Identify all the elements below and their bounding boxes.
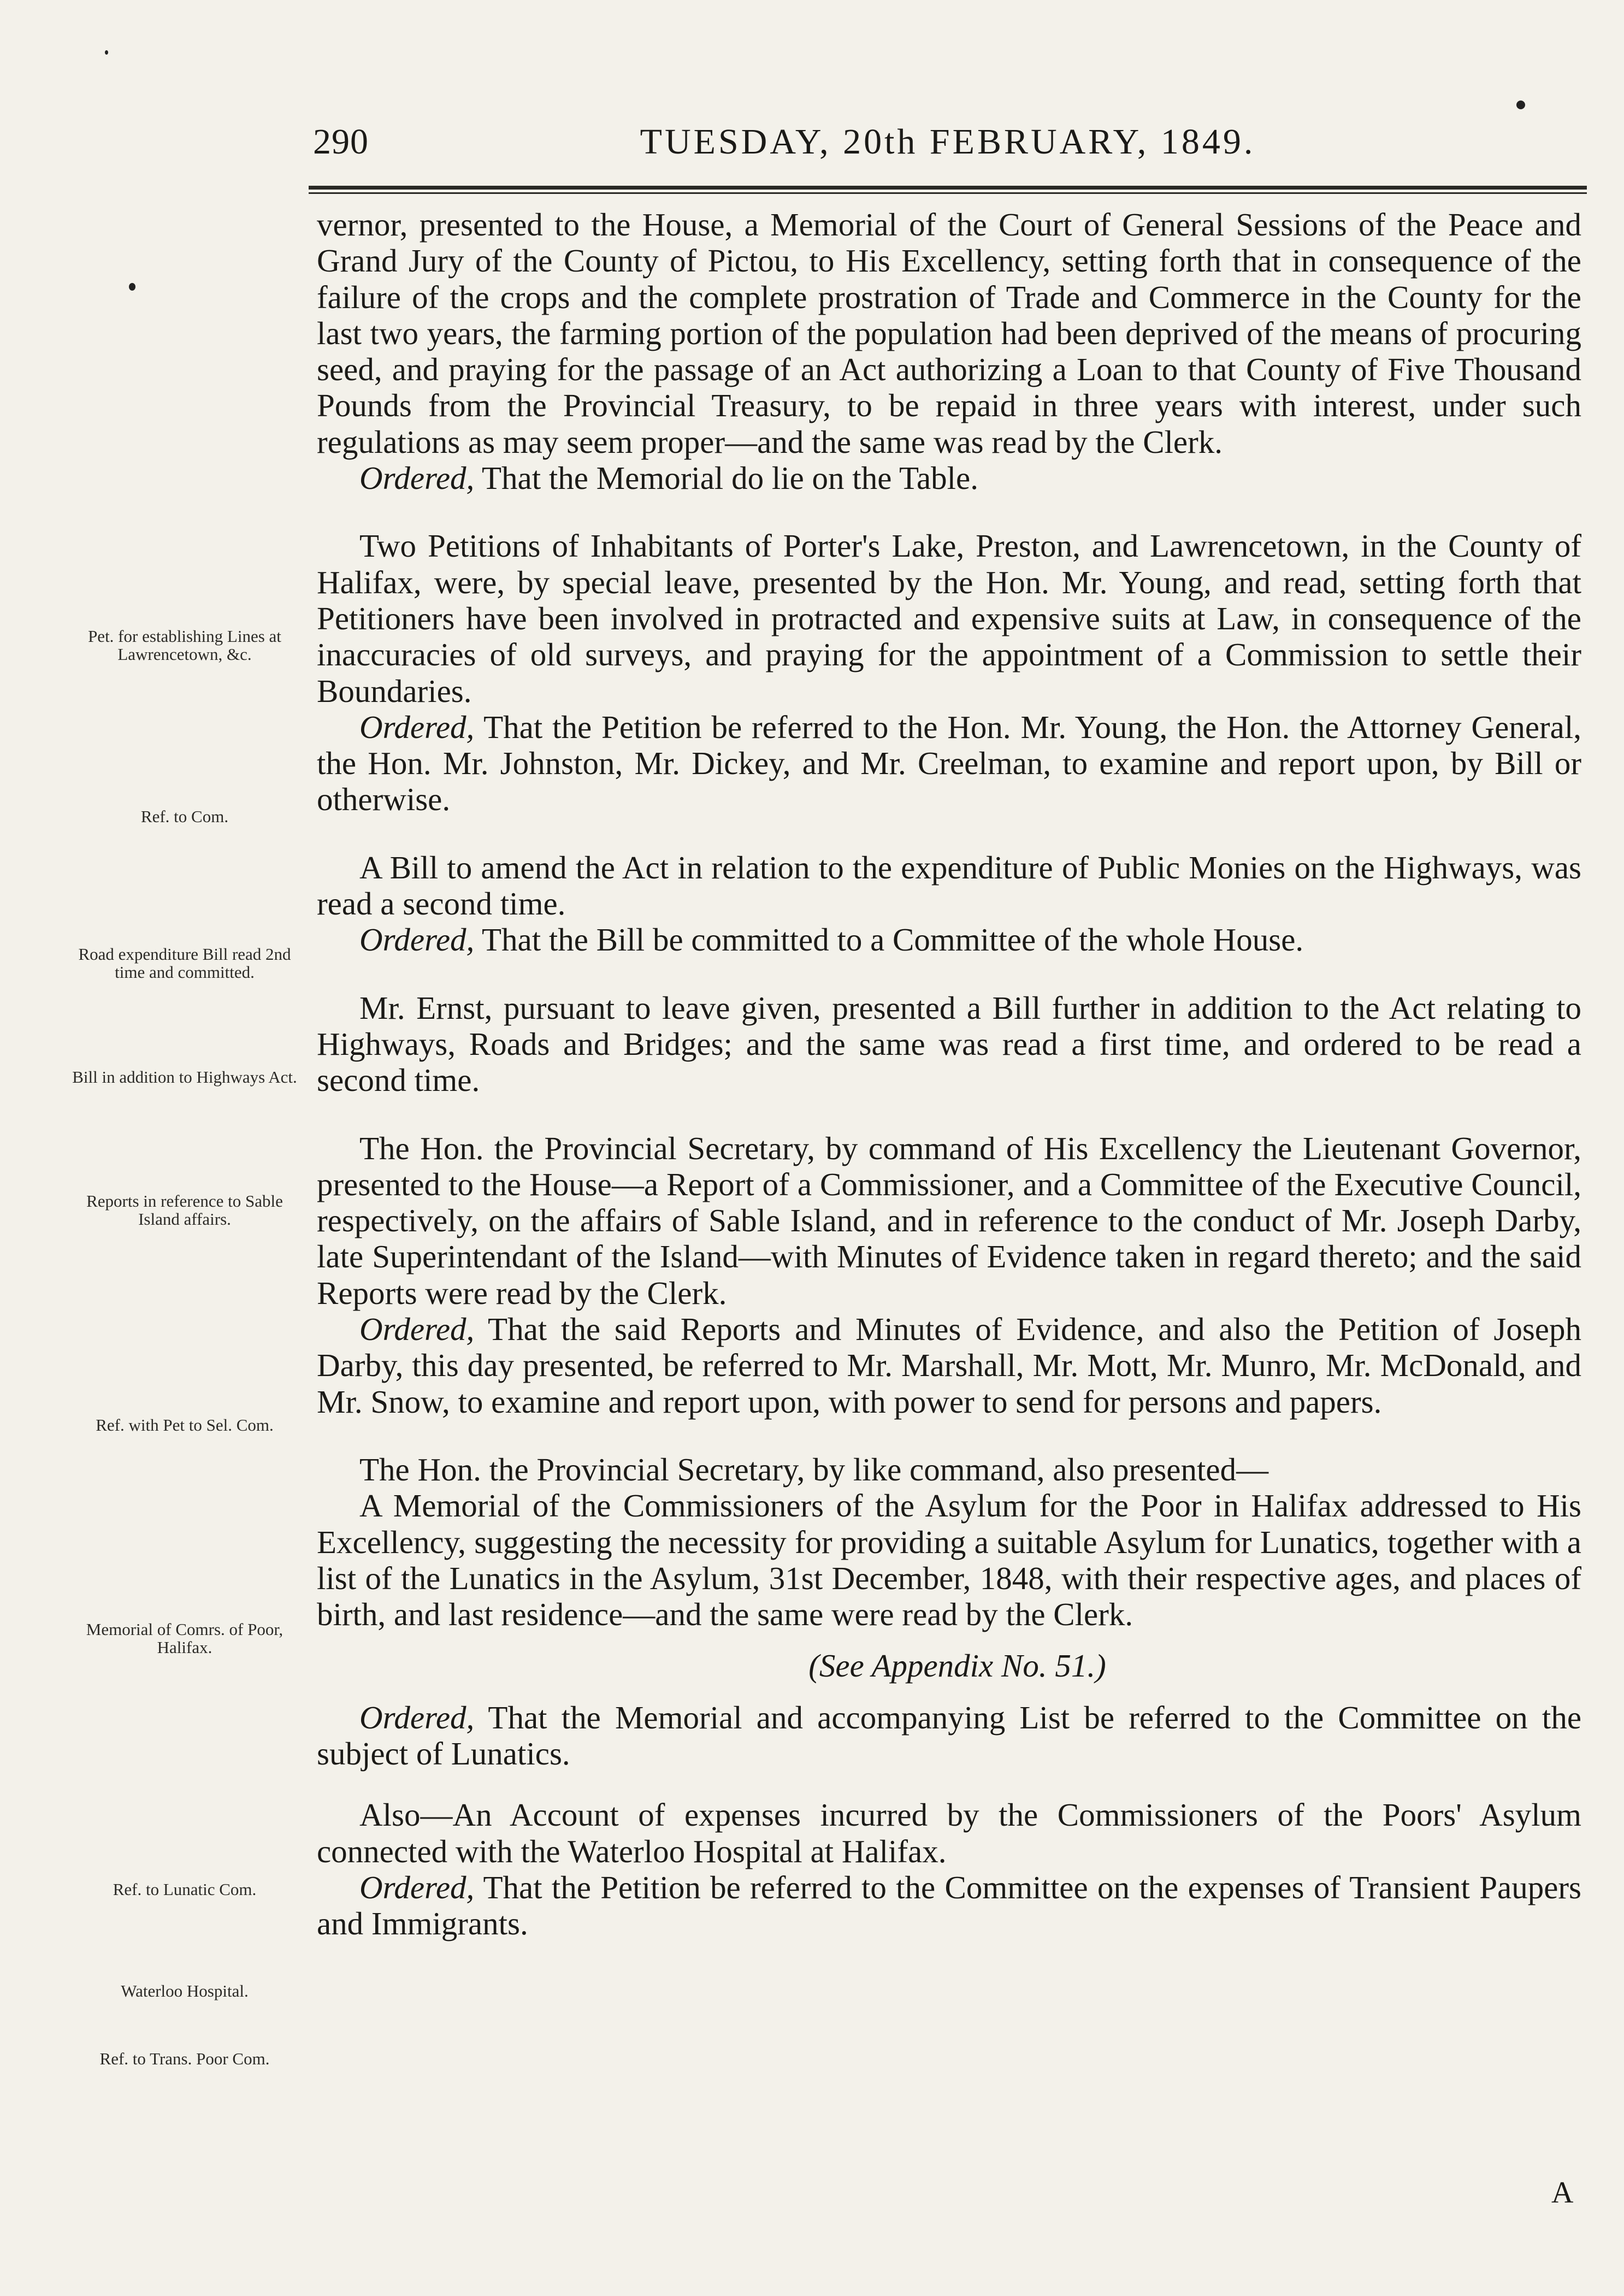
paragraph xyxy=(317,1130,1581,1311)
paragraph-text: The Hon. the Provincial Secretary, by like command, also presented— xyxy=(359,1451,1269,1488)
order-paragraph xyxy=(317,1869,1581,1942)
ordered-word: Ordered, xyxy=(359,1869,475,1905)
paragraph-text: A Bill to amend the Act in relation to the expenditure of Public Monies on the Highways, was read a second time. xyxy=(317,849,1581,922)
margin-note: Road expenditure Bill read 2nd time and committed. xyxy=(78,945,291,982)
journal-body xyxy=(317,206,1581,1941)
paragraph-text: Also—An Account of expenses incurred by the Commissioners of the Poors' Asylum connected with the Waterloo Hospital at Halifax. xyxy=(317,1797,1581,1869)
paragraph-text: That the said Reports and Minutes of Evidence, and also the Petition of Joseph Darby, this day presented, be referred to Mr. Marshall, Mr. Mott, Mr. Munro, Mr. McDonald, and Mr. Snow, to examine and report upon, with power to send for persons and papers. xyxy=(317,1311,1581,1420)
paragraph-text: That the Petition be referred to the Committee on the expenses of Transient Paupers and Immigrants. xyxy=(317,1869,1582,1942)
paragraph xyxy=(317,1488,1581,1632)
margin-note: Reports in reference to Sable Island affairs. xyxy=(86,1191,283,1229)
paragraph-text: That the Petition be referred to the Hon. Mr. Young, the Hon. the Attorney General, the Hon. Mr. Johnston, Mr. Dickey, and Mr. Creelman, to examine and report upon, by Bill or otherwise. xyxy=(317,709,1582,818)
order-paragraph xyxy=(317,460,1581,496)
margin-note: Ref. to Lunatic Com. xyxy=(113,1880,257,1899)
margin-note: Ref. to Trans. Poor Com. xyxy=(99,2049,270,2068)
ordered-word: Ordered, xyxy=(359,1311,475,1348)
catchword: A xyxy=(1551,2176,1574,2210)
paragraph-text: Mr. Ernst, pursuant to leave given, presented a Bill further in addition to the Act relating to Highways, Roads and Bridges; and the same was read a first time, and ordered to be read a second time. xyxy=(317,989,1581,1099)
page-header xyxy=(309,121,1587,165)
margin-note: Ref. to Com. xyxy=(140,807,229,826)
appendix-text: (See Appendix No. 51.) xyxy=(808,1648,1106,1684)
appendix-reference xyxy=(317,1648,1581,1684)
paragraph-text: That the Memorial and accompanying List be referred to the Committee on the subject of Lunatics. xyxy=(317,1699,1582,1772)
paragraph xyxy=(317,990,1581,1099)
ink-speck xyxy=(105,50,108,55)
order-paragraph xyxy=(317,709,1581,818)
paragraph-text: That the Bill be committed to a Committee of the whole House. xyxy=(481,922,1304,958)
header-rule xyxy=(309,186,1587,194)
ordered-word: Ordered, xyxy=(359,709,475,745)
paragraph-text: vernor, presented to the House, a Memorial of the Court of General Sessions of the Peace and Grand Jury of the County of Pictou, to His Excellency, setting forth that in consequence of the failure of the crops and the complete prostration of Trade and Commerce in the County for the last two years, the farming portion of the population had been deprived of the means of procuring seed, and praying for the passage of an Act authorizing a Loan to that County of Five Thousand Pounds from the Provincial Treasury, to be repaid in three years with interest, under such regulations as may seem proper—and the same was read by the Clerk. xyxy=(317,206,1581,460)
margin-note: Pet. for establishing Lines at Lawrencetown, &c. xyxy=(88,627,281,664)
ink-speck xyxy=(129,283,135,291)
order-paragraph xyxy=(317,922,1581,958)
paragraph xyxy=(317,849,1581,922)
margin-note: Memorial of Comrs. of Poor, Halifax. xyxy=(86,1620,284,1657)
ink-speck xyxy=(1516,101,1525,109)
ordered-word: Ordered, xyxy=(359,1699,475,1736)
margin-note: Bill in addition to Highways Act. xyxy=(72,1067,297,1087)
paragraph-text: Two Petitions of Inhabitants of Porter's Lake, Preston, and Lawrencetown, in the County of Halifax, were, by special leave, presented by the Hon. Mr. Young, and read, setting forth that Petitioners have been involved in protracted and expensive suits at Law, in consequence of the inaccuracies of old surveys, and praying for the appointment of a Commission to settle their Boundaries. xyxy=(317,528,1581,709)
paragraph xyxy=(317,206,1581,460)
paragraph xyxy=(317,1797,1581,1869)
margin-note: Ref. with Pet to Sel. Com. xyxy=(96,1415,274,1435)
margin-note: Waterloo Hospital. xyxy=(121,1981,249,2000)
ordered-word: Ordered, xyxy=(359,922,475,958)
running-head: TUESDAY, 20th FEBRUARY, 1849. xyxy=(640,122,1256,162)
order-paragraph xyxy=(317,1311,1581,1420)
ordered-word: Ordered, xyxy=(359,460,475,497)
paragraph xyxy=(317,528,1581,709)
order-paragraph xyxy=(317,1699,1581,1772)
page-number: 290 xyxy=(313,122,369,162)
paragraph-text: A Memorial of the Commissioners of the Asylum for the Poor in Halifax addressed to His Excellency, suggesting the necessity for providing a suitable Asylum for Lunatics, together with a list of the Lunatics in the Asylum, 31st December, 1848, with their respective ages, and places of birth, and last residence—and the same were read by the Clerk. xyxy=(317,1488,1581,1633)
paragraph xyxy=(317,1451,1581,1488)
paragraph-text: That the Memorial do lie on the Table. xyxy=(481,460,978,497)
paragraph-text: The Hon. the Provincial Secretary, by command of His Excellency the Lieutenant Governor, presented to the House—a Report of a Commissioner, and a Committee of the Executive Council, respectively, on the affairs of Sable Island, and in reference to the conduct of Mr. Joseph Darby, late Superintendant of the Island—with Minutes of Evidence taken in regard thereto; and the said Reports were read by the Clerk. xyxy=(317,1130,1581,1311)
